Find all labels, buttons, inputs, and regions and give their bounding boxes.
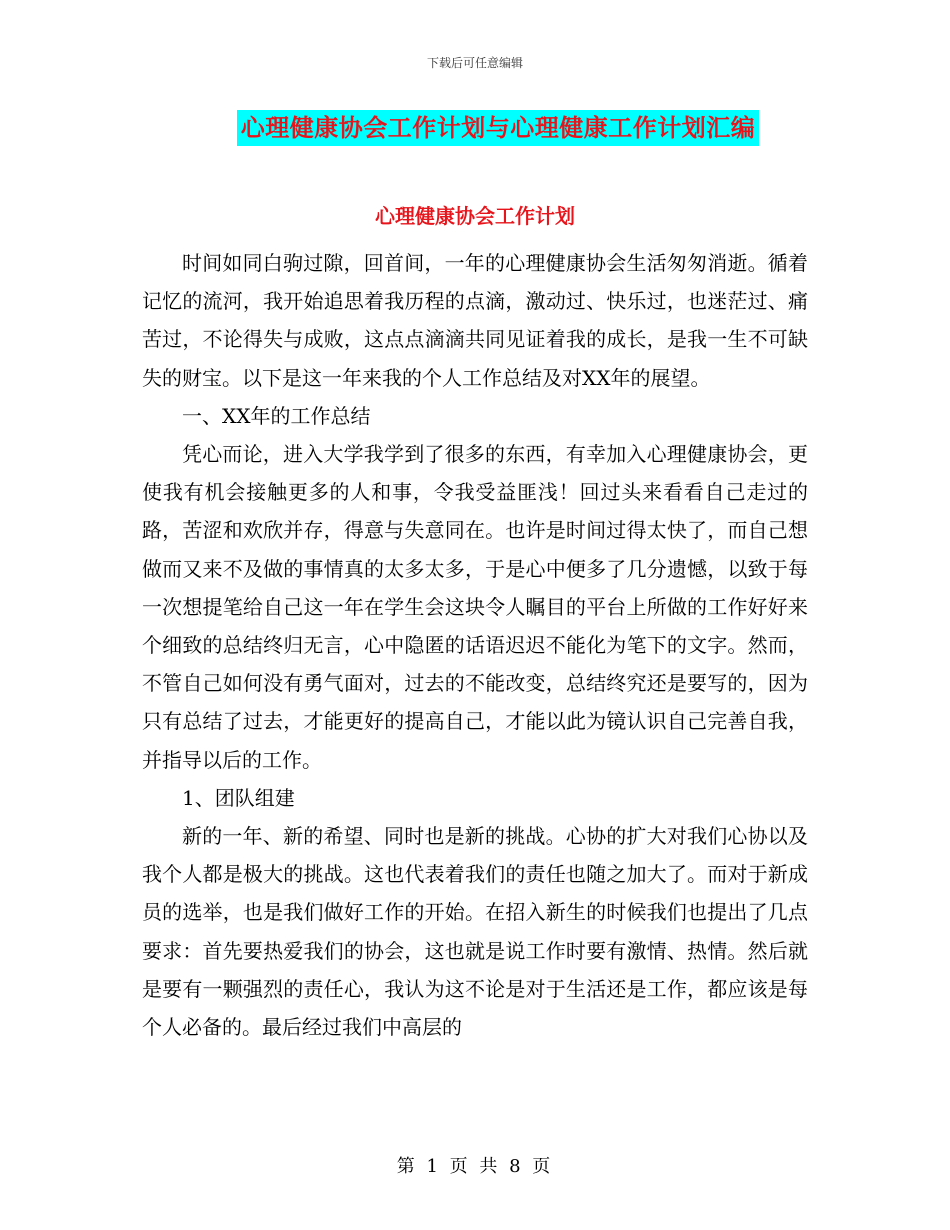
document-title: 心理健康协会工作计划与心理健康工作计划汇编 (237, 110, 760, 146)
team-paragraph: 新的一年、新的希望、同时也是新的挑战。心协的扩大对我们心协以及我个人都是极大的挑战。这也代表着我们的责任也随之加大了。而对于新成员的选举，也是我们做好工作的开始。在招入新生的时候我们也提出了几点要求：首先要热爱我们的协会，这也就是说工作时要有激情、热情。然后就是要有一颗强烈的责任心，我认为这不论是对于生活还是工作，都应该是每个人必备的。最后经过我们中高层的 (142, 824, 808, 1040)
section-heading-summary: 一、XX年的工作总结 (182, 403, 371, 428)
summary-paragraph: 凭心而论，进入大学我学到了很多的东西，有幸加入心理健康协会，更使我有机会接触更多的人和事，令我受益匪浅！回过头来看看自己走过的路，苦涩和欢欣并存，得意与失意同在。也许是时间过得太快了，而自己想做而又来不及做的事情真的太多太多，于是心中便多了几分遗憾，以致于每一次想提笔给自己这一年在学生会这块令人瞩目的平台上所做的工作好好来个细致的总结终归无言，心中隐匿的话语迟迟不能化为笔下的文字。然而，不管自己如何没有勇气面对，过去的不能改变，总结终究还是要写的，因为只有总结了过去，才能更好的提高自己，才能以此为镜认识自己完善自我，并指导以后的工作。 (142, 442, 808, 772)
main-title-container (0, 110, 950, 146)
page-footer: 第 1 页 共 8 页 (396, 1156, 554, 1177)
page-header-note: 下载后可任意编辑 (426, 56, 523, 70)
intro-paragraph: 时间如同白驹过隙，回首间，一年的心理健康协会生活匆匆消逝。循着记忆的流河，我开始追思着我历程的点滴，激动过、快乐过，也迷茫过、痛苦过，不论得失与成败，这点点滴滴共同见证着我的成长，是我一生不可缺失的财宝。以下是这一年来我的个人工作总结及对XX年的展望。 (142, 251, 808, 390)
subsection-heading-team: 1、团队组建 (182, 785, 295, 810)
section-title: 心理健康协会工作计划 (375, 204, 575, 228)
document-body (142, 244, 808, 1046)
